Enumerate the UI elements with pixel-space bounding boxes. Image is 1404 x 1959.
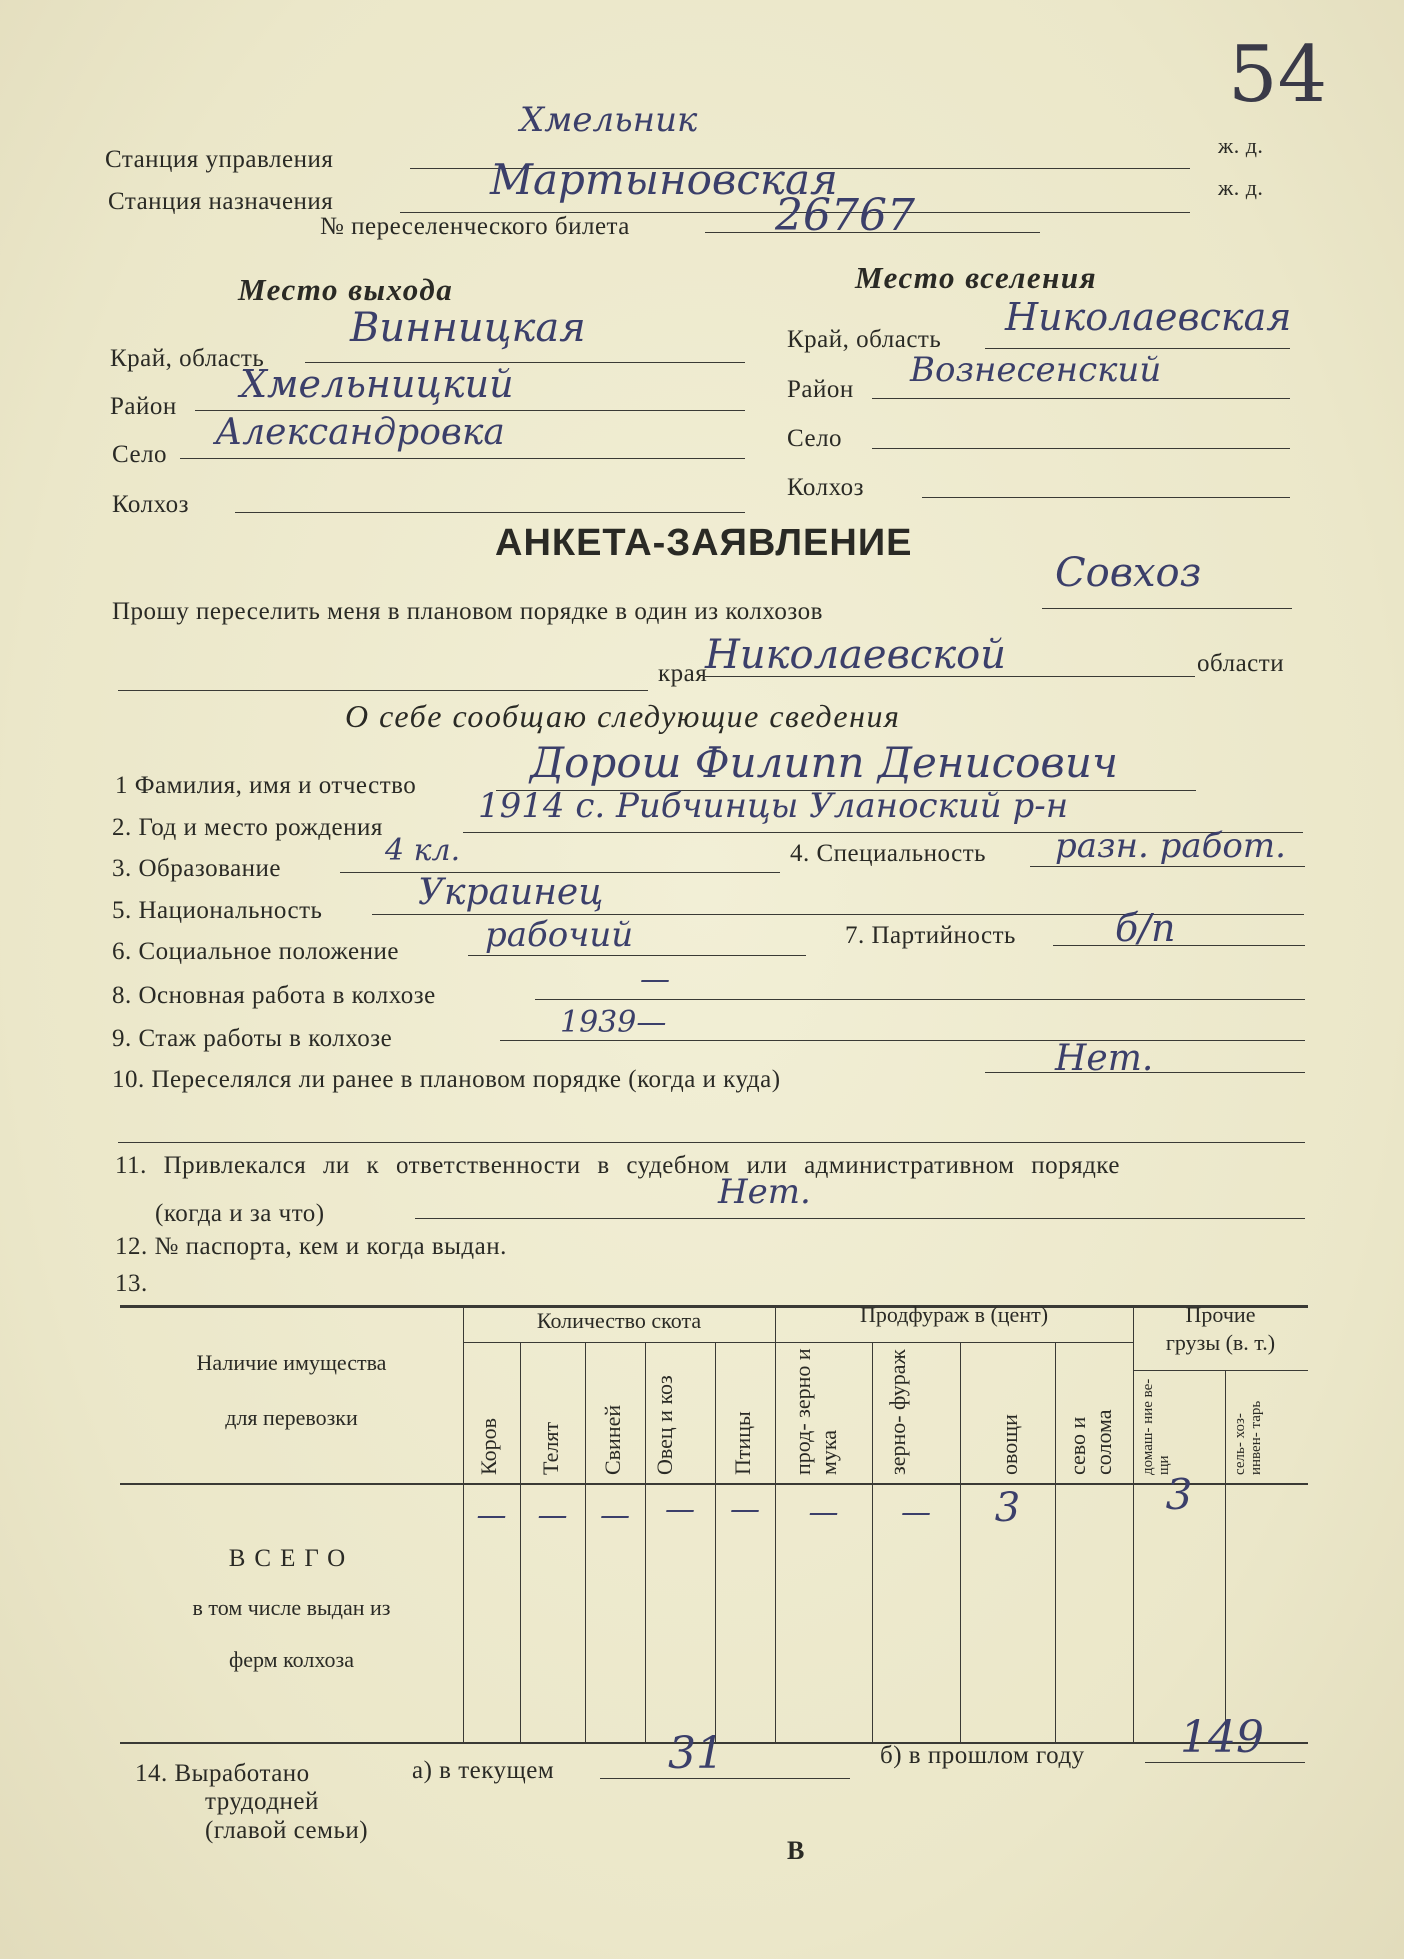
f12-label: 12. № паспорта, кем и когда выдан. — [115, 1233, 507, 1260]
f10-line-2 — [118, 1142, 1305, 1143]
f7-value: б/п — [1115, 906, 1176, 950]
departure-district-label: Район — [110, 393, 177, 420]
col-cows: Коров — [476, 1418, 501, 1475]
departure-district-line — [195, 410, 745, 411]
f5-value: Украинец — [418, 872, 604, 913]
form-title: АНКЕТА-ЗАЯВЛЕНИЕ — [495, 522, 913, 564]
settlement-kolkhoz-line — [922, 497, 1290, 498]
departure-village-line — [180, 458, 745, 459]
f4-line — [1030, 866, 1305, 867]
group-livestock: Количество скота — [536, 1308, 702, 1333]
f2-label: 2. Год и место рождения — [112, 814, 383, 841]
group-other-2: грузы (в. т.) — [1165, 1330, 1276, 1355]
settlement-region-line — [985, 348, 1290, 349]
f11-value: Нет. — [718, 1172, 811, 1212]
col-sheep: Овец и коз — [652, 1375, 677, 1475]
val-sheep: — — [665, 1492, 695, 1527]
zhd-label-1: ж. д. — [1218, 133, 1264, 158]
settlement-district-line — [872, 398, 1290, 399]
f8-label: 8. Основная работа в колхозе — [112, 982, 436, 1009]
col-sep-2 — [585, 1342, 586, 1742]
col-household: домаш- ние ве- щи — [1140, 1378, 1172, 1475]
f4-label: 4. Специальность — [790, 840, 987, 867]
request-value: Совхоз — [1055, 550, 1202, 596]
f7-line — [1053, 945, 1305, 946]
col-pigs: Свиней — [600, 1404, 625, 1475]
workdays-last-value: 149 — [1180, 1712, 1264, 1763]
val-poultry: — — [730, 1492, 760, 1527]
col-sep-3 — [645, 1342, 646, 1742]
f3-label: 3. Образование — [112, 855, 282, 882]
feed-group-line — [775, 1342, 1133, 1343]
f11-label: 11. Привлекался ли к ответственности в судебном или административном порядке — [115, 1152, 1120, 1179]
workdays-current-line — [600, 1778, 850, 1779]
col-farm-tools: сель- хоз- инвен- тарь — [1232, 1400, 1264, 1475]
col-poultry: Птицы — [730, 1411, 755, 1475]
settlement-heading: Место вселения — [855, 260, 1098, 295]
settlement-district-label: Район — [787, 376, 854, 403]
about-heading: О себе сообщаю следующие сведения — [345, 698, 901, 734]
group-other-1: Прочие — [1185, 1302, 1256, 1327]
f2-value: 1914 с. Рибчинцы Уланоский р-н — [478, 786, 1069, 826]
settlement-region-value: Николаевская — [1005, 295, 1292, 339]
f6-line — [468, 955, 806, 956]
request-line-2 — [118, 690, 648, 691]
group-feed: Продфураж в (цент) — [859, 1302, 1049, 1327]
val-grain-flour: — — [808, 1495, 839, 1530]
other-group-line — [1133, 1370, 1308, 1371]
departure-kolkhoz-line — [235, 512, 745, 513]
footer-letter: В — [787, 1836, 805, 1865]
f9-label: 9. Стаж работы в колхозе — [112, 1025, 393, 1052]
col-sep-8 — [1055, 1342, 1056, 1742]
departure-village-value: Александровка — [215, 412, 505, 453]
departure-heading: Место выхода — [238, 272, 454, 307]
settlement-district-value: Вознесенский — [910, 350, 1162, 390]
livestock-group-line — [463, 1342, 775, 1343]
val-household: 3 — [1165, 1470, 1193, 1519]
total-label-1: ВСЕГО — [228, 1545, 355, 1572]
col-hay-straw: сево и солома — [1065, 1409, 1116, 1475]
row-header-1: Наличие имущества — [196, 1350, 387, 1375]
col-sep-7 — [960, 1342, 961, 1742]
settlement-village-line — [872, 448, 1290, 449]
departure-district-value: Хмельницкий — [240, 362, 514, 406]
station-dest-value: Мартыновская — [490, 155, 838, 204]
oblast-line — [705, 676, 1195, 677]
f10-label: 10. Переселялся ли ранее в плановом порядке (когда и куда) — [112, 1066, 781, 1093]
col-grain-flour: прод- зерно и мука — [790, 1348, 841, 1475]
total-label-2: в том числе выдан из — [192, 1595, 391, 1620]
col-sep-1 — [520, 1342, 521, 1742]
departure-region-label: Край, область — [110, 345, 265, 372]
f7-label: 7. Партийность — [845, 922, 1016, 949]
f6-label: 6. Социальное положение — [112, 938, 399, 965]
departure-region-value: Винницкая — [350, 305, 586, 351]
f11-line — [415, 1218, 1305, 1219]
val-cows: — — [476, 1498, 507, 1533]
table-header-bottom — [120, 1483, 1308, 1485]
col-calves: Телят — [538, 1421, 563, 1475]
f9-line — [500, 1040, 1305, 1041]
total-label-3: ферм колхоза — [229, 1647, 354, 1672]
workdays-current-value: 31 — [668, 1728, 724, 1779]
col-sep-6 — [872, 1342, 873, 1742]
f9-value: 1939— — [560, 1005, 667, 1040]
zhd-label-2: ж. д. — [1218, 175, 1264, 200]
station-mgmt-label: Станция управления — [105, 146, 334, 173]
departure-kolkhoz-label: Колхоз — [112, 491, 189, 518]
station-dest-label: Станция назначения — [108, 188, 334, 215]
val-vegetables: 3 — [994, 1485, 1021, 1531]
ticket-value: 26767 — [775, 190, 915, 241]
f1-label: 1 Фамилия, имя и отчество — [115, 772, 417, 799]
row-header-2: для перевозки — [225, 1405, 358, 1430]
col-fodder-grain: зерно- фураж — [885, 1349, 910, 1475]
settlement-kolkhoz-label: Колхоз — [787, 474, 864, 501]
f4-value: разн. работ. — [1055, 826, 1286, 866]
workdays-label-2: трудодней — [205, 1788, 319, 1815]
workdays-last-line — [1145, 1762, 1305, 1763]
settlement-region-label: Край, область — [787, 326, 942, 353]
f8-value: — — [640, 962, 670, 997]
kraya-label: края — [658, 660, 708, 687]
station-mgmt-value: Хмельник — [520, 100, 698, 140]
departure-village-label: Село — [112, 441, 168, 468]
workdays-last-label: б) в прошлом году — [880, 1742, 1085, 1769]
val-calves: — — [537, 1498, 568, 1533]
f3-value: 4 кл. — [385, 833, 461, 868]
ticket-label: № переселенческого билета — [320, 213, 630, 240]
request-text: Прошу переселить меня в плановом порядке в один из колхозов — [112, 598, 823, 625]
f8-line — [535, 999, 1305, 1000]
f10-line — [985, 1072, 1305, 1073]
workdays-label-3: (главой семьи) — [205, 1817, 369, 1844]
col-sep-10 — [1225, 1370, 1226, 1742]
f11-label-2: (когда и за что) — [155, 1200, 325, 1227]
f10-value: Нет. — [1055, 1038, 1154, 1079]
oblast-value: Николаевской — [705, 632, 1007, 678]
ticket-line — [705, 232, 1040, 233]
oblast-label: области — [1197, 650, 1285, 677]
col-sep-4 — [715, 1342, 716, 1742]
f6-value: рабочий — [485, 915, 634, 955]
col-vegetables: овощи — [997, 1414, 1022, 1475]
f13-label: 13. — [115, 1270, 148, 1297]
workdays-label-1: 14. Выработано — [135, 1760, 310, 1787]
request-line — [1042, 608, 1292, 609]
workdays-current-label: а) в текущем — [412, 1757, 555, 1784]
val-fodder-grain: — — [901, 1495, 931, 1530]
page-number: 54 — [1228, 30, 1328, 120]
f5-label: 5. Национальность — [112, 897, 323, 924]
f1-value: Дорош Филипп Денисович — [530, 738, 1119, 787]
settlement-village-label: Село — [787, 425, 843, 452]
val-pigs: — — [600, 1498, 630, 1533]
